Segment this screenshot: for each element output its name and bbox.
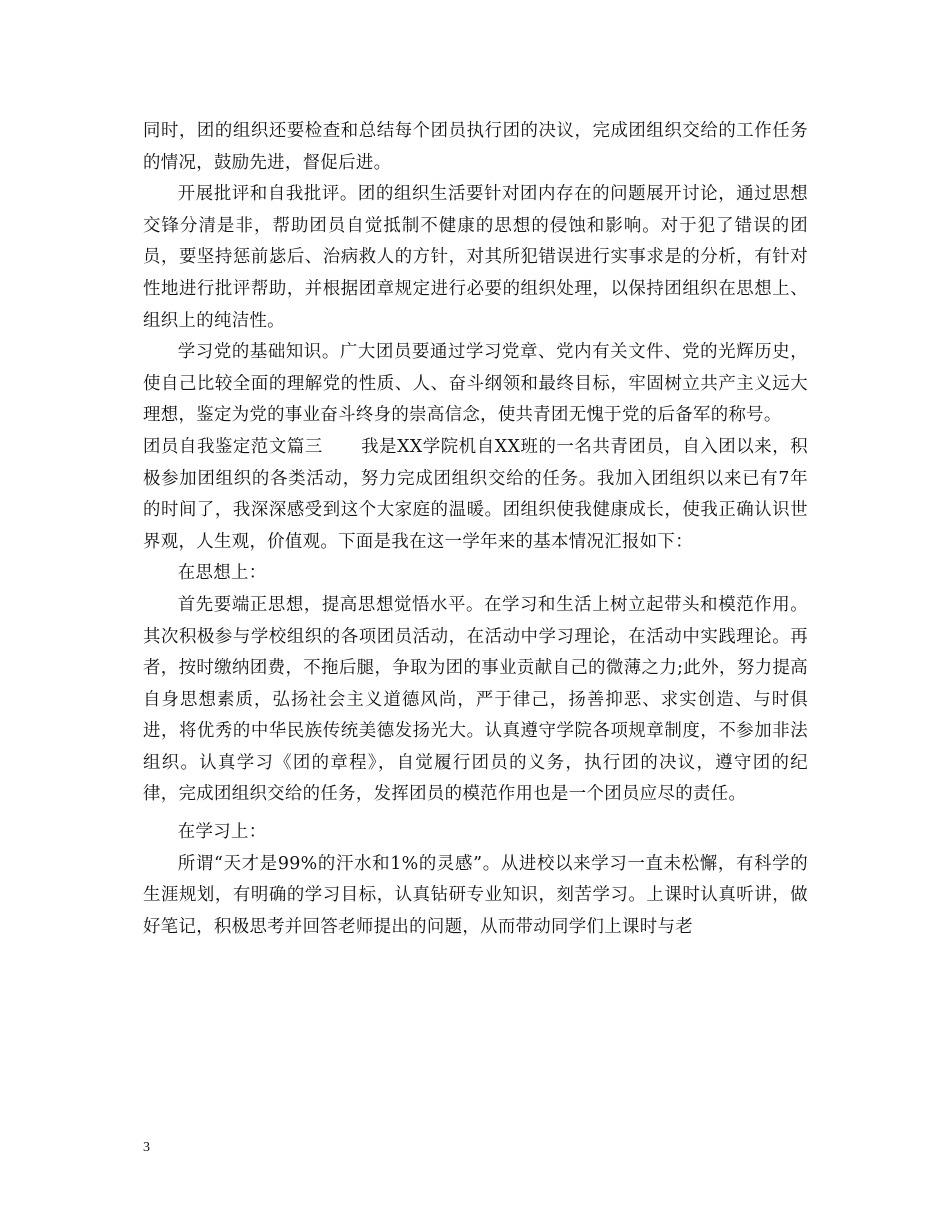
section-intro-text: 我是XX学院机自XX班的一名共青团员，自入团以来，积极参加团组织的各类活动，努力完成团组织交给的任务。我加入团组织以来已有7年的时间了，我深深感受到这个大家庭的温暖。团组织使我健康成长，使我正确认识世界观，人生观，价值观。下面是我在这一学年来的基本情况汇报如下：: [143, 436, 808, 552]
section-three-intro: [143, 432, 808, 558]
paragraph-criticism: 开展批评和自我批评。团的组织生活要针对团内存在的问题展开讨论，通过思想交锋分清是非，帮助团员自觉抵制不健康的思想的侵蚀和影响。对于犯了错误的团员，要坚持惩前毖后、治病救人的方针，对其所犯错误进行实事求是的分析，有针对性地进行批评帮助，并根据团章规定进行必要的组织处理，以保持团组织在思想上、组织上的纯洁性。: [143, 184, 808, 331]
section-heading: 团员自我鉴定范文篇三: [143, 436, 323, 457]
paragraph-study: 所谓“天才是99%的汗水和1%的灵感”。从进校以来学习一直未松懈，有科学的生涯规划，有明确的学习目标，认真钻研专业知识，刻苦学习。上课时认真听讲，做好笔记，积极思考并回答老师提出的问题，从而带动同学们上课时与老: [143, 853, 808, 937]
paragraph-party-knowledge: 学习党的基础知识。广大团员要通过学习党章、党内有关文件、党的光辉历史，使自己比较全面的理解党的性质、人、奋斗纲领和最终目标，牢固树立共产主义远大理想，鉴定为党的事业奋斗终身的崇高信念，使共青团无愧于党的后备军的称号。: [143, 342, 808, 426]
page-number: 3: [143, 1140, 150, 1155]
document-body: [143, 116, 808, 943]
subheading-ideology: 在思想上：: [177, 563, 267, 584]
paragraph-ideology: 首先要端正思想，提高思想觉悟水平。在学习和生活上树立起带头和模范作用。其次积极参与学校组织的各项团员活动，在活动中学习理论，在活动中实践理论。再者，按时缴纳团费，不拖后腿，争取为团的事业贡献自己的微薄之力;此外，努力提高自身思想素质，弘扬社会主义道德风尚，严于律己，扬善抑恶、求实创造、与时俱进，将优秀的中华民族传统美德发扬光大。认真遵守学院各项规章制度，不参加非法组织。认真学习《团的章程》，自觉履行团员的义务，执行团的决议，遵守团的纪律，完成团组织交给的任务，发挥团员的模范作用也是一个团员应尽的责任。: [143, 594, 808, 805]
subheading-study: 在学习上：: [177, 822, 267, 843]
paragraph-team-review: 同时，团的组织还要检查和总结每个团员执行团的决议，完成团组织交给的工作任务的情况，鼓励先进，督促后进。: [143, 121, 808, 173]
